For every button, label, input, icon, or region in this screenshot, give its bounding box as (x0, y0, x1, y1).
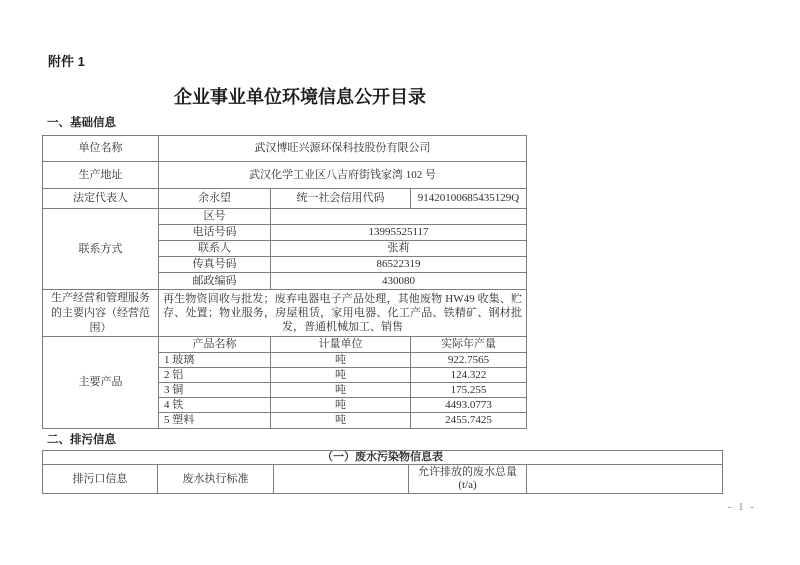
page-title: 企业事业单位环境信息公开目录 (174, 87, 426, 107)
product-unit: 吨 (271, 383, 411, 398)
table-row (43, 189, 527, 209)
postal-code-label: 邮政编码 (159, 273, 271, 290)
section-heading-discharge-info: 二、排污信息 (47, 434, 116, 446)
wastewater-standard-label: 废水执行标准 (158, 465, 274, 494)
table-row (43, 162, 527, 189)
product-unit-header: 计量单位 (271, 337, 411, 353)
product-name: 1 玻璃 (159, 353, 271, 368)
allowed-total-text: 允许排放的废水总量 (418, 466, 517, 478)
contact-person-value: 张莉 (271, 241, 527, 257)
credit-code-value: 91420100685435129Q (411, 189, 527, 209)
product-output: 124.322 (411, 368, 527, 383)
business-scope-value: 再生物资回收与批发；废弃电器电子产品处理，其他废物 HW49 收集、贮存、处置；物业服务，房屋租赁，家用电器、化工产品、铁精矿、钢材批发，普通机械加工、销售 (159, 290, 527, 337)
product-unit: 吨 (271, 368, 411, 383)
page-number: - 1 - (727, 501, 756, 513)
contact-person-label: 联系人 (159, 241, 271, 257)
blank-cell (274, 465, 409, 494)
legal-rep-value: 余永望 (159, 189, 271, 209)
legal-rep-label: 法定代表人 (43, 189, 159, 209)
table-row (43, 136, 527, 162)
product-name: 4 铁 (159, 398, 271, 413)
wastewater-table-title: （一）废水污染物信息表 (43, 451, 723, 465)
product-unit: 吨 (271, 398, 411, 413)
table-row (43, 337, 527, 353)
product-name: 5 塑料 (159, 413, 271, 429)
fax-label: 传真号码 (159, 257, 271, 273)
phone-label: 电话号码 (159, 225, 271, 241)
outlet-info-label: 排污口信息 (43, 465, 158, 494)
postal-code-value: 430080 (271, 273, 527, 290)
allowed-total-label (409, 465, 527, 494)
unit-name-value: 武汉博旺兴源环保科技股份有限公司 (159, 136, 527, 162)
main-products-label: 主要产品 (43, 337, 159, 429)
business-scope-label: 生产经营和管理服务的主要内容（经营范围） (43, 290, 159, 337)
table-row (43, 290, 527, 337)
contact-label: 联系方式 (43, 209, 159, 290)
basic-info-table (42, 135, 527, 429)
product-output: 2455.7425 (411, 413, 527, 429)
table-row (43, 465, 723, 494)
product-unit: 吨 (271, 413, 411, 429)
address-value: 武汉化学工业区八吉府街钱家湾 102 号 (159, 162, 527, 189)
product-name-header: 产品名称 (159, 337, 271, 353)
table-row (43, 451, 723, 465)
allowed-total-unit: (t/a) (458, 479, 477, 491)
product-output: 4493.0773 (411, 398, 527, 413)
fax-value: 86522319 (271, 257, 527, 273)
area-code-label: 区号 (159, 209, 271, 225)
wastewater-table (42, 450, 723, 494)
table-row (43, 209, 527, 225)
product-output: 175.255 (411, 383, 527, 398)
product-name: 3 铜 (159, 383, 271, 398)
attachment-label: 附件 1 (48, 54, 85, 69)
blank-cell (527, 465, 723, 494)
credit-code-label: 统一社会信用代码 (271, 189, 411, 209)
unit-name-label: 单位名称 (43, 136, 159, 162)
phone-value: 13995525117 (271, 225, 527, 241)
address-label: 生产地址 (43, 162, 159, 189)
product-name: 2 铝 (159, 368, 271, 383)
product-unit: 吨 (271, 353, 411, 368)
area-code-value (271, 209, 527, 225)
product-output: 922.7565 (411, 353, 527, 368)
product-output-header: 实际年产量 (411, 337, 527, 353)
section-heading-basic-info: 一、基础信息 (47, 117, 116, 129)
